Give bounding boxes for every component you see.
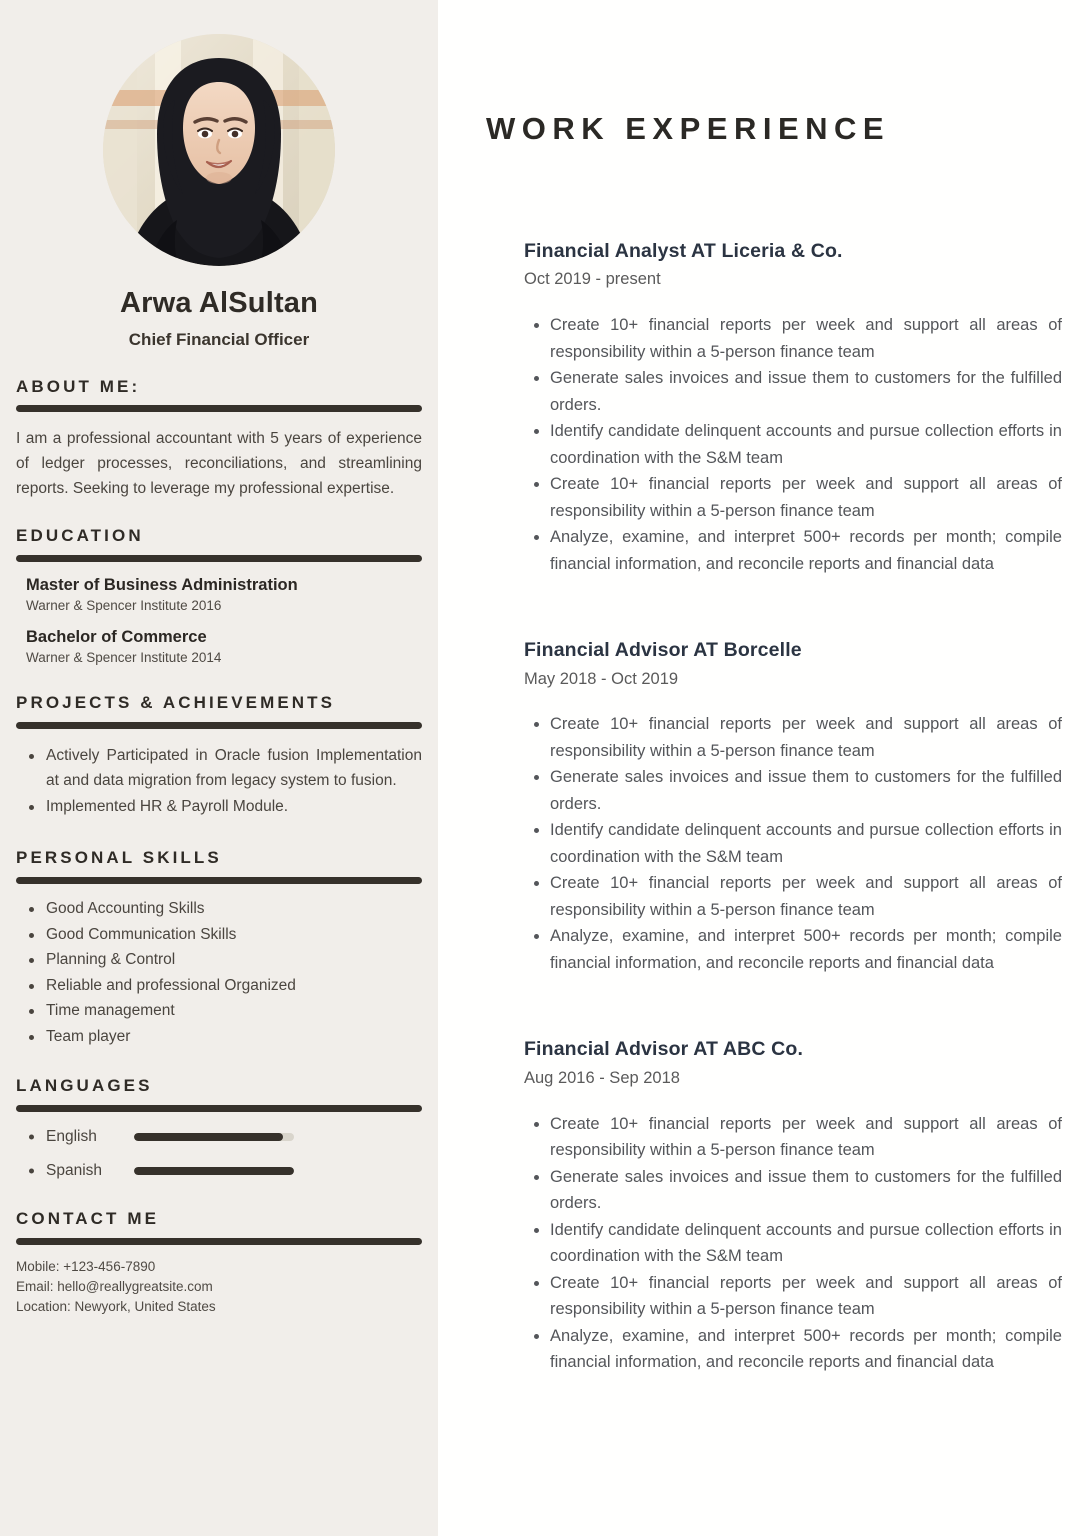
list-item: Identify candidate delinquent accounts and pursue collection efforts in coordination with the S&M team xyxy=(550,1217,1062,1270)
languages-heading: LANGUAGES xyxy=(16,1076,153,1096)
sidebar xyxy=(0,0,438,1536)
section-divider xyxy=(16,877,422,884)
education-degree: Bachelor of Commerce xyxy=(26,628,207,647)
work-experience-panel xyxy=(438,0,1086,1536)
section-divider xyxy=(16,1238,422,1245)
job-role-subtitle: Chief Financial Officer xyxy=(128,329,310,349)
section-divider xyxy=(16,1105,422,1112)
list-item: Reliable and professional Organized xyxy=(46,973,422,999)
education-item xyxy=(16,627,422,666)
skills-list xyxy=(16,896,422,1049)
list-item: Analyze, examine, and interpret 500+ records per month; compile financial information, and reconcile reports and financial data xyxy=(550,1323,1062,1376)
language-level-bar xyxy=(134,1167,294,1175)
page-title: Arwa AlSultan xyxy=(119,287,319,319)
list-item: Analyze, examine, and interpret 500+ records per month; compile financial information, and reconcile reports and financial data xyxy=(550,923,1062,976)
job-dates: Aug 2016 - Sep 2018 xyxy=(524,1068,680,1087)
job-dates: Oct 2019 - present xyxy=(524,270,661,289)
job-title: Financial Advisor AT ABC Co. xyxy=(524,1038,804,1061)
job-title: Financial Analyst AT Liceria & Co. xyxy=(524,240,843,263)
contact-location: Location: Newyork, United States xyxy=(16,1298,216,1314)
list-item: Generate sales invoices and issue them to customers for the fulfilled orders. xyxy=(550,764,1062,817)
list-item: Create 10+ financial reports per week and support all areas of responsibility within a 5-person finance team xyxy=(550,1270,1062,1323)
projects-section xyxy=(16,694,422,819)
avatar xyxy=(103,34,335,266)
list-item: Good Communication Skills xyxy=(46,922,422,948)
education-heading: EDUCATION xyxy=(16,526,144,546)
job-bullets xyxy=(524,1111,1062,1376)
job-title: Financial Advisor AT Borcelle xyxy=(524,639,802,662)
list-item: Create 10+ financial reports per week and support all areas of responsibility within a 5-person finance team xyxy=(550,870,1062,923)
projects-list xyxy=(16,743,422,820)
language-row xyxy=(16,1128,422,1146)
about-heading: ABOUT ME: xyxy=(16,376,141,396)
education-section xyxy=(16,527,422,666)
education-degree: Master of Business Administration xyxy=(26,575,298,594)
education-item xyxy=(16,575,422,614)
list-item: Implemented HR & Payroll Module. xyxy=(46,794,422,820)
list-item: Team player xyxy=(46,1024,422,1050)
projects-heading: PROJECTS & ACHIEVEMENTS xyxy=(16,693,336,713)
job-entry xyxy=(486,1038,1062,1375)
section-divider xyxy=(16,405,422,412)
list-item: Generate sales invoices and issue them to customers for the fulfilled orders. xyxy=(550,1164,1062,1217)
section-divider xyxy=(16,722,422,729)
list-item: Time management xyxy=(46,998,422,1024)
list-item: Identify candidate delinquent accounts and pursue collection efforts in coordination with the S&M team xyxy=(550,817,1062,870)
contact-mobile: Mobile: +123-456-7890 xyxy=(16,1258,156,1274)
list-item: Identify candidate delinquent accounts and pursue collection efforts in coordination with the S&M team xyxy=(550,418,1062,471)
list-item: Create 10+ financial reports per week and support all areas of responsibility within a 5-person finance team xyxy=(550,711,1062,764)
job-entry xyxy=(486,639,1062,976)
contact-section xyxy=(16,1210,422,1317)
languages-section xyxy=(16,1077,422,1180)
job-bullets xyxy=(524,711,1062,976)
language-row xyxy=(16,1162,422,1180)
about-text: I am a professional accountant with 5 years of experience of ledger processes, reconciliations, and streamlining reports. Seeking to leverage my professional expertise. xyxy=(16,430,422,498)
about-section xyxy=(16,378,422,502)
contact-email: Email: hello@reallygreatsite.com xyxy=(16,1278,213,1294)
list-item: Analyze, examine, and interpret 500+ records per month; compile financial information, and reconcile reports and financial data xyxy=(550,524,1062,577)
job-entry xyxy=(486,240,1062,577)
education-school: Warner & Spencer Institute 2016 xyxy=(26,597,222,613)
education-school: Warner & Spencer Institute 2014 xyxy=(26,649,222,665)
list-item: Create 10+ financial reports per week and support all areas of responsibility within a 5-person finance team xyxy=(550,471,1062,524)
list-item: Create 10+ financial reports per week and support all areas of responsibility within a 5-person finance team xyxy=(550,1111,1062,1164)
language-level-fill xyxy=(134,1167,294,1175)
list-item: Generate sales invoices and issue them to customers for the fulfilled orders. xyxy=(550,365,1062,418)
section-divider xyxy=(16,555,422,562)
work-experience-heading: WORK EXPERIENCE xyxy=(486,111,891,146)
list-item: Good Accounting Skills xyxy=(46,896,422,922)
job-bullets xyxy=(524,312,1062,577)
list-item: Planning & Control xyxy=(46,947,422,973)
list-item: Create 10+ financial reports per week and support all areas of responsibility within a 5-person finance team xyxy=(550,312,1062,365)
list-item: Actively Participated in Oracle fusion Implementation at and data migration from legacy system to fusion. xyxy=(46,743,422,794)
contact-heading: CONTACT ME xyxy=(16,1208,160,1228)
skills-heading: PERSONAL SKILLS xyxy=(16,848,222,868)
language-level-fill xyxy=(134,1133,283,1141)
contact-details xyxy=(16,1257,422,1317)
job-dates: May 2018 - Oct 2019 xyxy=(524,669,679,688)
language-level-bar xyxy=(134,1133,294,1141)
language-label: English xyxy=(46,1127,97,1145)
skills-section xyxy=(16,849,422,1049)
language-label: Spanish xyxy=(46,1161,103,1179)
portrait-photo-icon xyxy=(103,34,335,266)
